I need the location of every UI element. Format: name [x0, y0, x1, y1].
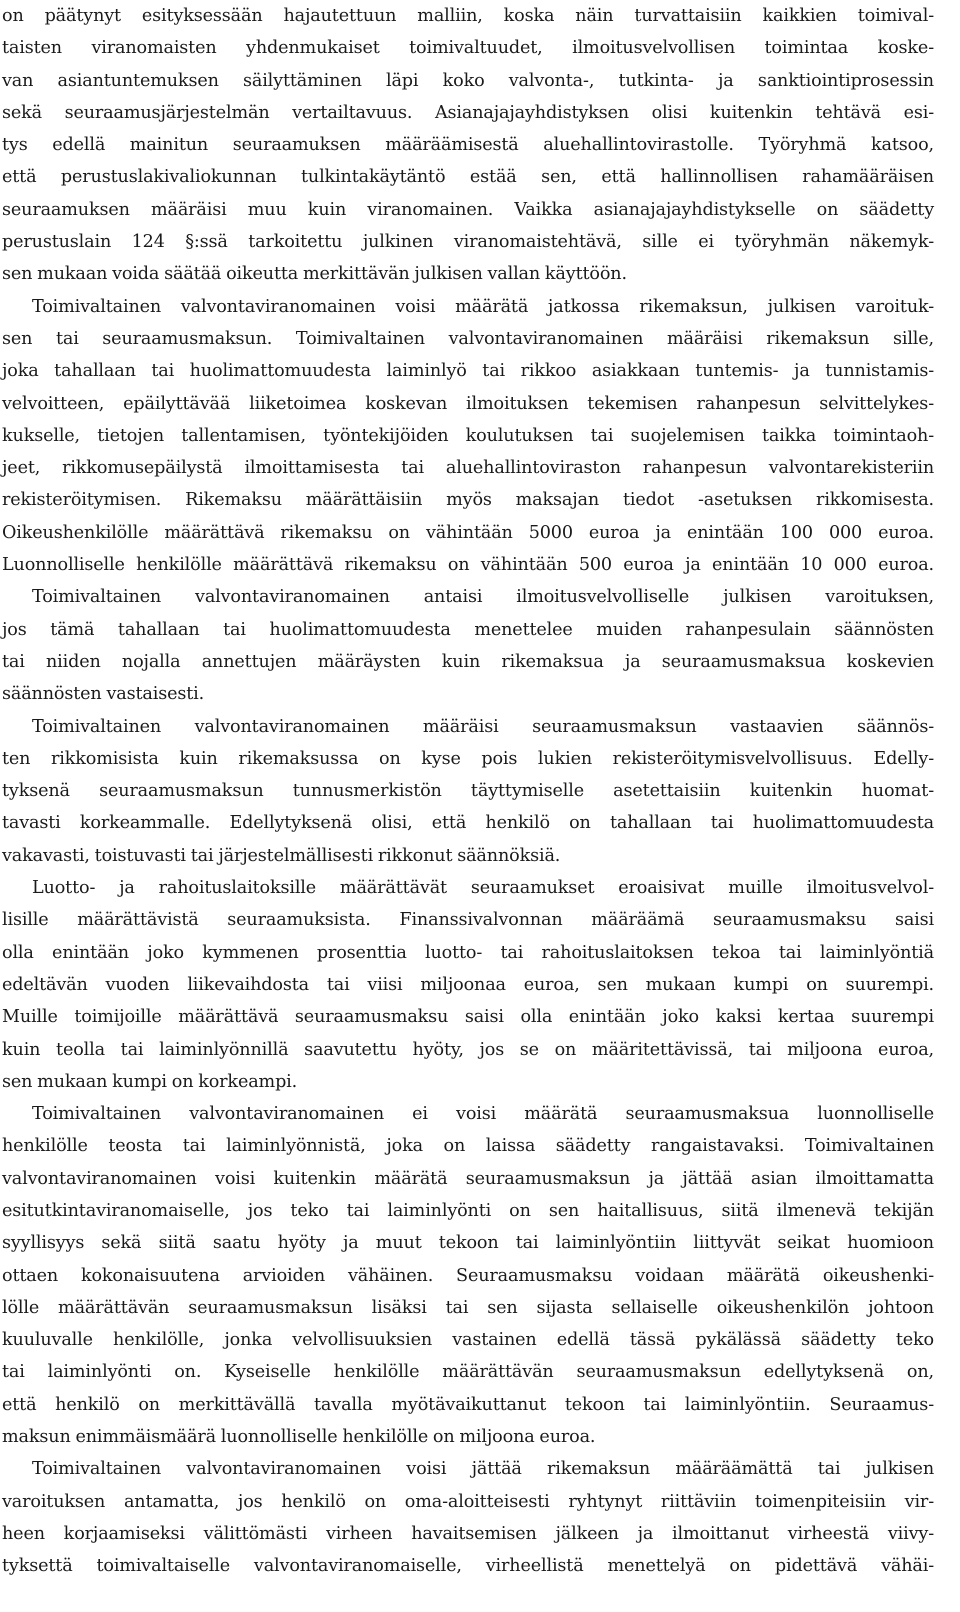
text-line: sen mukaan voida säätää oikeutta merkittävän julkisen vallan käyttöön. — [2, 264, 627, 285]
text-line: jos tämä tahallaan tai huolimattomuudesta menettelee muiden rahanpesulain säännösten — [2, 619, 934, 640]
text-line: edeltävän vuoden liikevaihdosta tai viisi miljoonaa euroa, sen mukaan kumpi on suurempi. — [2, 974, 934, 995]
text-line: jeet, rikkomusepäilystä ilmoittamisesta tai aluehallintoviraston rahanpesun valvontarekisteriin — [2, 458, 934, 479]
text-line: lisille määrättävistä seuraamuksista. Finanssivalvonnan määräämä seuraamusmaksu saisi — [2, 910, 934, 931]
text-line: ten rikkomisista kuin rikemaksussa on kyse pois lukien rekisteröitymisvelvollisuus. Edelly- — [2, 748, 934, 769]
text-line: tai laiminlyönti on. Kyseiselle henkilölle määrättävän seuraamusmaksun edellytyksenä on, — [2, 1362, 934, 1383]
text-line: lölle määrättävän seuraamusmaksun lisäksi tai sen sijasta sellaiselle oikeushenkilön johtoon — [2, 1297, 934, 1318]
text-line: varoituksen antamatta, jos henkilö on oma-aloitteisesti ryhtynyt riittäviin toimenpiteisiin vir- — [2, 1491, 934, 1512]
text-line: rekisteröitymisen. Rikemaksu määrättäisiin myös maksajan tiedot -asetuksen rikkomisesta. — [2, 490, 934, 511]
text-line: perustuslain 124 §:ssä tarkoitettu julkinen viranomaistehtävä, sille ei työryhmän näkemyk- — [2, 232, 934, 253]
text-line: tyksettä toimivaltaiselle valvontaviranomaiselle, virheellistä menettelyä on pidettävä vähäi- — [2, 1556, 934, 1577]
text-line: tavasti korkeammalle. Edellytyksenä olisi, että henkilö on tahallaan tai huolimattomuudesta — [2, 813, 934, 834]
text-line: Luonnolliselle henkilölle määrättävä rikemaksu on vähintään 500 euroa ja enintään 10 000 euroa. — [2, 555, 934, 576]
text-line: Muille toimijoille määrättävä seuraamusmaksu saisi olla enintään joko kaksi kertaa suurempi — [2, 1007, 934, 1028]
text-line: taisten viranomaisten yhdenmukaiset toimivaltuudet, ilmoitusvelvollisen toimintaa koske- — [2, 38, 934, 59]
text-line: tys edellä mainitun seuraamuksen määräämisestä aluehallintovirastolle. Työryhmä katsoo, — [2, 135, 934, 156]
text-line: Toimivaltainen valvontaviranomainen voisi määrätä jatkossa rikemaksun, julkisen varoituk- — [32, 296, 934, 317]
text-line: syyllisyys sekä siitä saatu hyöty ja muut tekoon tai laiminlyöntiin liittyvät seikat huomioon — [2, 1233, 934, 1254]
text-line: ottaen kokonaisuutena arvioiden vähäinen. Seuraamusmaksu voidaan määrätä oikeushenki- — [2, 1265, 934, 1286]
text-line: tyksenä seuraamusmaksun tunnusmerkistön täyttymiselle asetettaisiin kuitenkin huomat- — [2, 781, 934, 802]
text-line: joka tahallaan tai huolimattomuudesta laiminlyö tai rikkoo asiakkaan tuntemis- ja tunnistamis- — [2, 361, 934, 382]
text-line: van asiantuntemuksen säilyttäminen läpi koko valvonta-, tutkinta- ja sanktiointiprosessin — [2, 70, 934, 91]
text-line: vakavasti, toistuvasti tai järjestelmällisesti rikkonut säännöksiä. — [2, 845, 561, 866]
text-line: maksun enimmäismäärä luonnolliselle henkilölle on miljoona euroa. — [2, 1427, 596, 1448]
text-line: sen tai seuraamusmaksun. Toimivaltainen valvontaviranomainen määräisi rikemaksun sille, — [2, 328, 934, 349]
text-line: Toimivaltainen valvontaviranomainen voisi jättää rikemaksun määräämättä tai julkisen — [32, 1459, 934, 1480]
text-line: kuuluvalle henkilölle, jonka velvollisuuksien vastainen edellä tässä pykälässä säädetty teko — [2, 1330, 934, 1351]
text-line: henkilölle teosta tai laiminlyönnistä, joka on laissa säädetty rangaistavaksi. Toimivaltainen — [2, 1136, 934, 1157]
text-line: Luotto- ja rahoituslaitoksille määrättävät seuraamukset eroaisivat muille ilmoitusvelvol- — [32, 878, 934, 899]
text-line: seuraamuksen määräisi muu kuin viranomainen. Vaikka asianajajayhdistykselle on säädetty — [2, 199, 934, 220]
text-line: heen korjaamiseksi välittömästi virheen havaitsemisen jälkeen ja ilmoittanut virheestä viivy- — [2, 1523, 934, 1544]
text-line: Oikeushenkilölle määrättävä rikemaksu on vähintään 5000 euroa ja enintään 100 000 euroa. — [2, 522, 934, 543]
text-line: olla enintään joko kymmenen prosenttia luotto- tai rahoituslaitoksen tekoa tai laiminlyöntiä — [2, 942, 934, 963]
text-line: kukselle, tietojen tallentamisen, työntekijöiden koulutuksen tai suojelemisen taikka toimintaoh- — [2, 425, 934, 446]
text-line: valvontaviranomainen voisi kuitenkin määrätä seuraamusmaksun ja jättää asian ilmoittamatta — [2, 1168, 934, 1189]
text-line: Toimivaltainen valvontaviranomainen antaisi ilmoitusvelvolliselle julkisen varoituksen, — [32, 587, 934, 608]
text-line: sekä seuraamusjärjestelmän vertailtavuus. Asianajajayhdistyksen olisi kuitenkin tehtävä esi- — [2, 102, 934, 123]
text-line: sen mukaan kumpi on korkeampi. — [2, 1071, 298, 1092]
text-line: on päätynyt esityksessään hajautettuun malliin, koska näin turvattaisiin kaikkien toimival- — [2, 6, 934, 26]
text-line: että henkilö on merkittävällä tavalla myötävaikuttanut tekoon tai laiminlyöntiin. Seuraamus- — [2, 1394, 934, 1415]
text-line: Toimivaltainen valvontaviranomainen määräisi seuraamusmaksun vastaavien säännös- — [32, 716, 934, 737]
text-line: esitutkintaviranomaiselle, jos teko tai laiminlyönti on sen haitallisuus, siitä ilmenevä tekijän — [2, 1200, 934, 1221]
text-line: Toimivaltainen valvontaviranomainen ei voisi määrätä seuraamusmaksua luonnolliselle — [32, 1104, 934, 1125]
text-line: että perustuslakivaliokunnan tulkintakäytäntö estää sen, että hallinnollisen rahamääräisen — [2, 167, 934, 188]
text-line: kuin teolla tai laiminlyönnillä saavutettu hyöty, jos se on määritettävissä, tai miljoona euroa, — [2, 1039, 934, 1060]
text-line: velvoitteen, epäilyttävää liiketoimea koskevan ilmoituksen tekemisen rahanpesun selvittelykes- — [2, 393, 934, 414]
text-line: säännösten vastaisesti. — [2, 684, 205, 705]
text-line: tai niiden nojalla annettujen määräysten kuin rikemaksua ja seuraamusmaksua koskevien — [2, 651, 934, 672]
